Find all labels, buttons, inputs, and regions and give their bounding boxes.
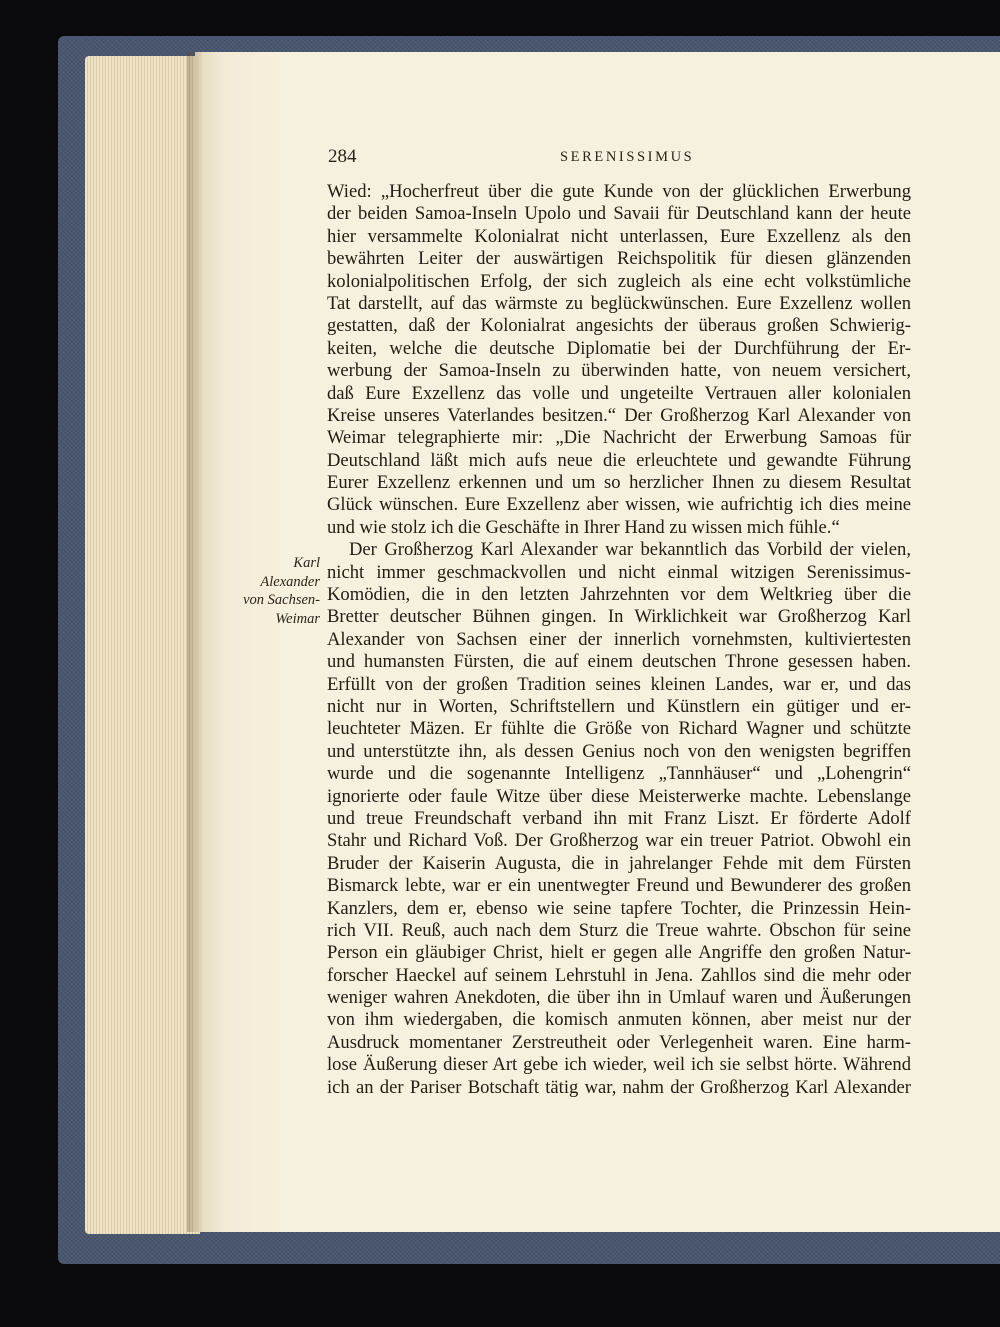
text-line: gestatten, daß der Kolonialrat angesichts der überaus großen Schwierig- xyxy=(327,315,911,337)
text-line: der beiden Samoa-Inseln Upolo und Savaii für Deutschland kann der heute xyxy=(327,203,911,225)
text-line: und wie stolz ich die Geschäfte in Ihrer Hand zu wissen mich fühle.“ xyxy=(327,516,840,538)
text-line: und unterstützte ihn, als dessen Genius noch von den wenigsten begriffen xyxy=(327,740,911,762)
text-line: von ihm wiedergaben, die komisch anmuten können, aber meist nur der xyxy=(327,1009,911,1031)
text-line: Ausdruck momentaner Zerstreutheit oder Verlegenheit waren. Eine harm- xyxy=(327,1031,911,1053)
margin-note-line: von Sachsen- xyxy=(243,592,320,608)
text-line: bewährten Leiter der auswärtigen Reichspolitik für diesen glänzenden xyxy=(327,248,911,270)
text-line: hier versammelte Kolonialrat nicht unterlassen, Eure Exzellenz als den xyxy=(327,225,911,247)
body-text xyxy=(327,181,911,1099)
text-line: Bruder der Kaiserin Augusta, die in jahrelanger Fehde mit dem Fürsten xyxy=(327,852,911,874)
margin-note xyxy=(224,554,320,628)
text-line: Tat darstellt, auf das wärmste zu beglückwünschen. Eure Exzellenz wollen xyxy=(327,292,911,314)
text-line: werbung der Samoa-Inseln zu überwinden hatte, von neuem versichert, xyxy=(327,360,911,382)
text-line: forscher Haeckel auf seinem Lehrstuhl in Jena. Zahllos sind die mehr oder xyxy=(327,964,911,986)
page-header xyxy=(328,146,912,176)
text-line: Bismarck lebte, war er ein unentwegter Freund und Bewunderer des großen xyxy=(327,875,911,897)
text-line: kolonialpolitischen Erfolg, der sich zugleich als eine echt volkstümliche xyxy=(327,270,911,292)
text-line: Kanzlers, dem er, ebenso wie seine tapfere Tochter, die Prinzessin Hein- xyxy=(327,897,911,919)
text-line: Eurer Exzellenz erkennen und um so herzlicher Ihnen zu diesem Resultat xyxy=(327,472,911,494)
text-line: nicht immer geschmackvollen und nicht einmal witzigen Serenissimus- xyxy=(327,561,911,583)
text-line: Alexander von Sachsen einer der innerlich vornehmsten, kultiviertesten xyxy=(327,628,911,650)
text-line: und treue Freundschaft verband ihn mit Franz Liszt. Er förderte Adolf xyxy=(327,807,911,829)
margin-note-line: Weimar xyxy=(275,610,320,627)
margin-note-line: Karl xyxy=(293,555,320,571)
text-line: Stahr und Richard Voß. Der Großherzog war ein treuer Patriot. Obwohl ein xyxy=(327,830,911,852)
text-line: Wied: „Hocherfreut über die gute Kunde von der glücklichen Erwerbung xyxy=(327,181,911,202)
margin-note-line: Alexander xyxy=(260,573,320,590)
text-line: Der Großherzog Karl Alexander war bekanntlich das Vorbild der vielen, xyxy=(349,539,911,561)
text-line: wurde und die sogenannte Intelligenz „Tannhäuser“ und „Lohengrin“ xyxy=(327,763,911,785)
text-line: ich an der Pariser Botschaft tätig war, nahm der Großherzog Karl Alexander xyxy=(327,1076,911,1098)
text-line: Bretter deutscher Bühnen gingen. In Wirklichkeit war Großherzog Karl xyxy=(327,606,911,628)
text-line: lose Äußerung dieser Art gebe ich wieder, weil ich sie selbst hörte. Während xyxy=(327,1054,911,1076)
text-line: Erfüllt von der großen Tradition seines kleinen Landes, war er, und das xyxy=(327,673,911,695)
text-line: leuchteter Mäzen. Er fühlte die Größe von Richard Wagner und schützte xyxy=(327,718,911,740)
text-line: Weimar telegraphierte mir: „Die Nachricht der Erwerbung Samoas für xyxy=(327,427,911,449)
page-number: 284 xyxy=(328,146,357,167)
text-line: nicht nur in Worten, Schriftstellern und Künstlern ein gütiger und er- xyxy=(327,695,911,717)
text-line: rich VII. Reuß, auch nach dem Sturz die Treue wahrte. Obschon für seine xyxy=(327,919,911,941)
text-line: ignorierte oder faule Witze über diese Meisterwerke machte. Lebenslange xyxy=(327,785,911,807)
text-line: Komödien, die in den letzten Jahrzehnten vor dem Weltkrieg über die xyxy=(327,584,911,606)
text-line: Glück wünschen. Eure Exzellenz aber wissen, wie aufrichtig ich dies meine xyxy=(327,494,911,516)
text-line: Person ein gläubiger Christ, hielt er gegen alle Angriffe den großen Natur- xyxy=(327,942,911,964)
text-line: keiten, welche die deutsche Diplomatie bei der Durchführung der Er- xyxy=(327,337,911,359)
running-head: SERENISSIMUS xyxy=(560,149,695,165)
text-line: Deutschland läßt mich aufs neue die erleuchtete und gewandte Führung xyxy=(327,449,911,471)
text-line: und humansten Fürsten, die auf einem deutschen Throne gesessen haben. xyxy=(327,651,911,673)
text-line: weniger wahren Anekdoten, die über ihn in Umlauf waren und Äußerungen xyxy=(327,987,911,1009)
text-line: Kreise unseres Vaterlandes besitzen.“ Der Großherzog Karl Alexander von xyxy=(327,404,911,426)
page-edges xyxy=(85,56,200,1234)
text-line: daß Eure Exzellenz das volle und ungeteilte Vertrauen aller kolonialen xyxy=(327,382,911,404)
gutter-shadow xyxy=(187,52,203,1232)
